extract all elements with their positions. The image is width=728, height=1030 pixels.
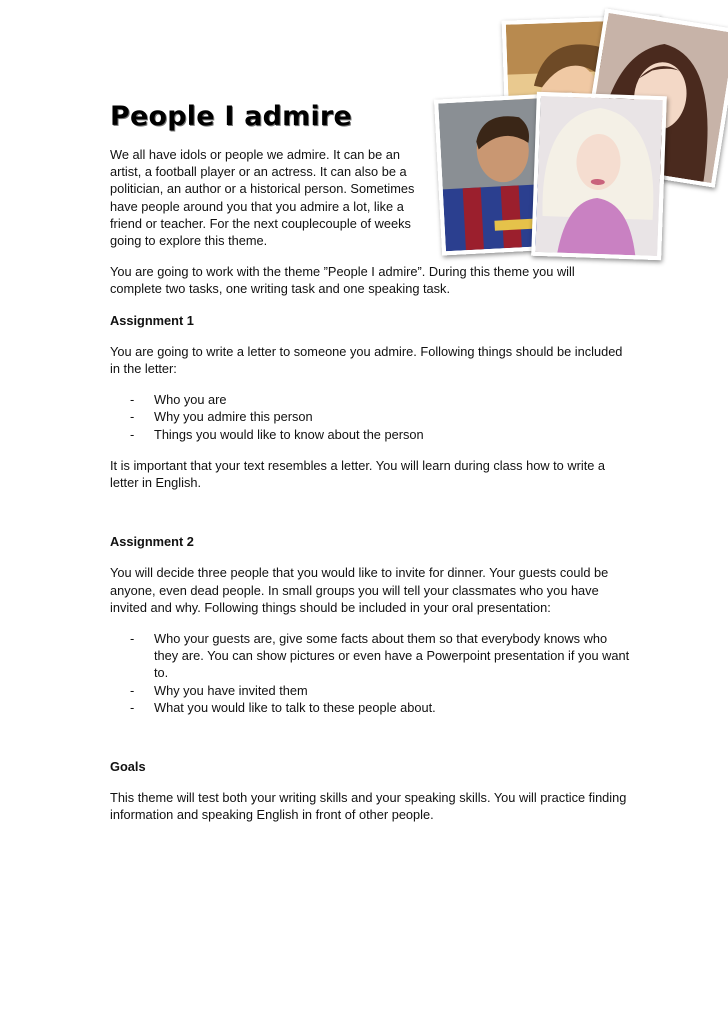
list-item: - Things you would like to know about the person	[126, 426, 630, 443]
assignment-1-text: You are going to write a letter to someone you admire. Following things should be included in the letter:	[110, 343, 623, 377]
goals-heading: Goals	[110, 759, 146, 775]
goals-text: This theme will test both your writing skills and your speaking skills. You will practice finding information and speaking English in front of other people.	[110, 790, 627, 823]
assignment-1-heading: Assignment 1	[110, 312, 194, 328]
assignment-1-closing: It is important that your text resembles a letter. You will learn during class how to write a letter in English.	[110, 457, 606, 491]
intro-paragraph-end: going to explore this theme.	[110, 233, 268, 249]
list-item: - Why you have invited them	[126, 682, 630, 699]
intro-paragraph: We all have idols or people we admire. It can be an artist, a football player or an actress. It can also be a politician, an author or a historical person. Sometimes have people around you that you admire a lot, like a friend or teacher. For the next couplecouple of weeks	[110, 147, 415, 231]
list-item: - Why you admire this person	[126, 408, 630, 425]
assignment-2-heading: Assignment 2	[110, 534, 194, 550]
spacer	[110, 505, 630, 533]
spacer	[110, 730, 630, 758]
page-title: People I admire	[110, 101, 352, 132]
document	[110, 98, 630, 838]
list-item: - What you would like to talk to these people about.	[126, 699, 630, 716]
assignment-1-list	[110, 391, 630, 443]
assignment-2-text: You will decide three people that you would like to invite for dinner. Your guests could be anyone, even dead people. In small groups you will tell your classmates who you have invited and why. Following things should be included in your oral presentation:	[110, 565, 609, 615]
theme-paragraph: You are going to work with the theme ”People I admire”. During this theme you will complete two tasks, one writing task and one speaking task.	[110, 264, 575, 297]
list-item: - Who you are	[126, 391, 630, 408]
assignment-2-list	[110, 630, 630, 716]
list-item: - Who your guests are, give some facts about them so that everybody knows who they are. You can show pictures or even have a Powerpoint presentation if you want to.	[126, 630, 630, 682]
